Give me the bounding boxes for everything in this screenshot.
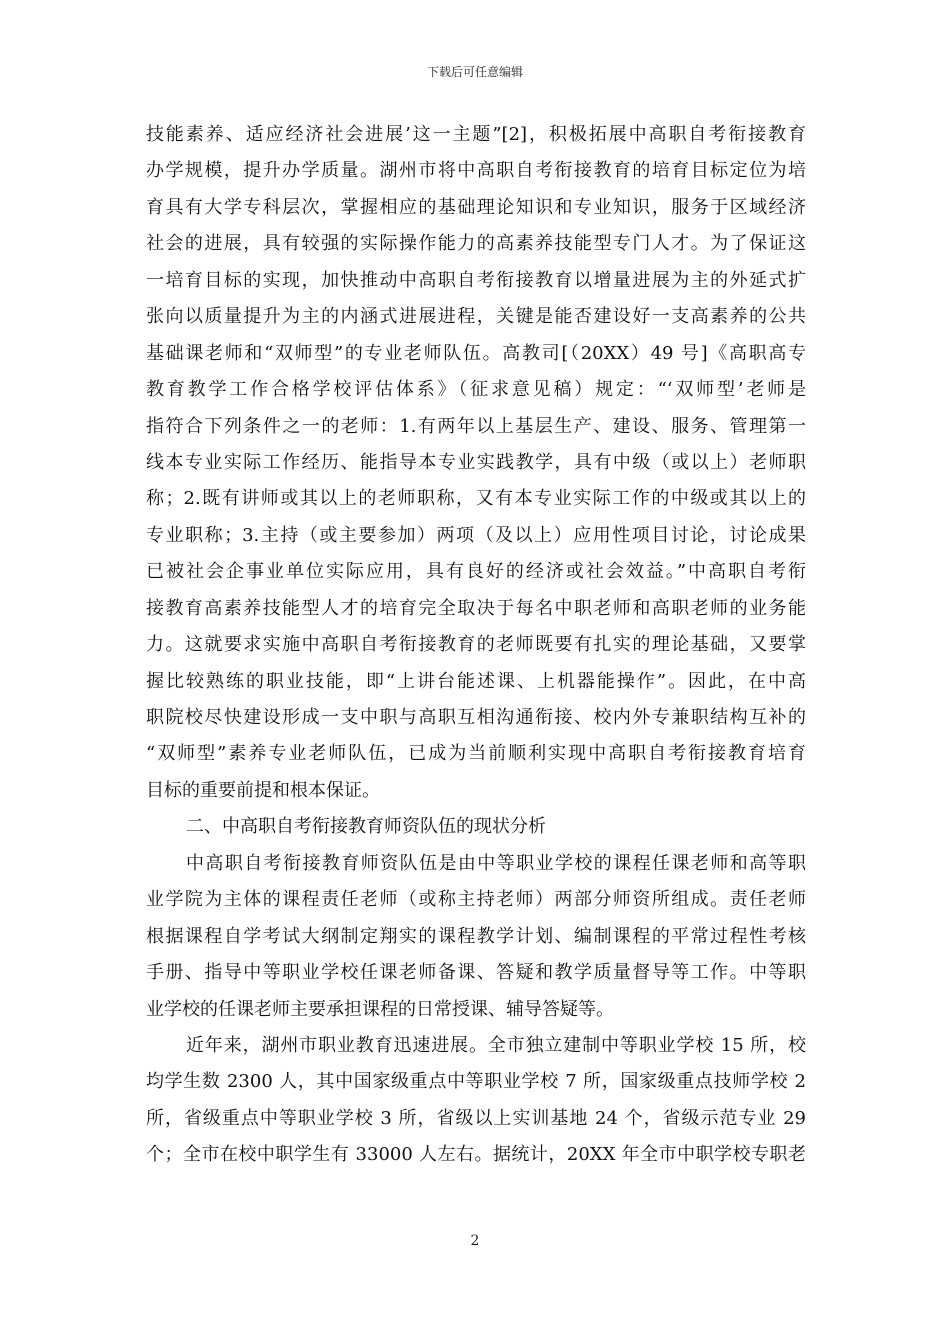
- text-line: 个；全市在校中职学生有 33000 人左右。据统计，20XX 年全市中职学校专职老: [146, 1144, 806, 1166]
- text-line: 指符合下列条件之一的老师：1.有两年以上基层生产、建设、服务、管理第一: [146, 415, 806, 437]
- text-line: 手册、指导中等职业学校任课老师备课、答疑和教学质量督导等工作。中等职: [146, 962, 806, 984]
- text-line: 所，省级重点中等职业学校 3 所，省级以上实训基地 24 个，省级示范专业 29: [146, 1107, 806, 1129]
- text-line: 职院校尽快建设形成一支中职与高职互相沟通衔接、校内外专兼职结构互补的: [146, 707, 806, 728]
- text-line: 业学院为主体的课程责任老师（或称主持老师）两部分师资所组成。责任老师: [146, 889, 806, 911]
- text-line: 力。这就要求实施中高职自考衔接教育的老师既要有扎实的理论基础，又要掌: [146, 634, 806, 656]
- text-line: 一培育目标的实现，加快推动中高职自考衔接教育以增量进展为主的外延式扩: [146, 269, 806, 291]
- text-line: 接教育高素养技能型人才的培育完全取决于每名中职老师和高职老师的业务能: [146, 597, 806, 619]
- page-header: 下载后可任意编辑: [426, 65, 523, 79]
- section-heading: 二、中高职自考衔接教育师资队伍的现状分析: [186, 816, 546, 838]
- page-number: 2: [470, 1233, 480, 1249]
- text-line: 专业职称；3.主持（或主要参加）两项（及以上）应用性项目讨论，讨论成果: [146, 524, 806, 546]
- text-line: 育具有大学专科层次，掌握相应的基础理论知识和专业知识，服务于区域经济: [146, 196, 806, 218]
- text-line: 握比较熟练的职业技能，即“上讲台能述课、上机器能操作”。因此，在中高: [146, 670, 806, 692]
- text-line: 目标的重要前提和根本保证。: [146, 779, 380, 801]
- text-line: 近年来，湖州市职业教育迅速进展。全市独立建制中等职业学校 15 所，校: [186, 1034, 806, 1056]
- text-line: 线本专业实际工作经历、能指导本专业实践教学，具有中级（或以上）老师职: [146, 451, 806, 473]
- text-line: 技能素养、适应经济社会进展’这一主题”[2]，积极拓展中高职自考衔接教育: [146, 124, 806, 145]
- text-line: 中高职自考衔接教育师资队伍是由中等职业学校的课程任课老师和高等职: [186, 852, 806, 874]
- text-line: 根据课程自学考试大纲制定翔实的课程教学计划、编制课程的平常过程性考核: [146, 925, 806, 947]
- text-line: 已被社会企事业单位实际应用，具有良好的经济或社会效益。”中高职自考衔: [146, 561, 806, 583]
- text-line: 办学规模，提升办学质量。湖州市将中高职自考衔接教育的培育目标定位为培: [146, 160, 806, 182]
- text-line: 业学校的任课老师主要承担课程的日常授课、辅导答疑等。: [146, 998, 614, 1020]
- text-line: “双师型”素养专业老师队伍，已成为当前顺利实现中高职自考衔接教育培育: [146, 743, 806, 765]
- text-line: 社会的进展，具有较强的实际操作能力的高素养技能型专门人才。为了保证这: [146, 233, 806, 255]
- text-line: 基础课老师和“双师型”的专业老师队伍。高教司[（20XX）49 号]《高职高专: [146, 342, 806, 364]
- text-line: 称；2.既有讲师或其以上的老师职称，又有本专业实际工作的中级或其以上的: [146, 488, 806, 510]
- text-line: 均学生数 2300 人，其中国家级重点中等职业学校 7 所，国家级重点技师学校 2: [146, 1071, 806, 1093]
- text-line: 教育教学工作合格学校评估体系》（征求意见稿）规定：“‘双师型’老师是: [146, 379, 806, 401]
- document-body: [146, 117, 806, 1217]
- text-line: 张向以质量提升为主的内涵式进展进程，关键是能否建设好一支高素养的公共: [146, 306, 806, 328]
